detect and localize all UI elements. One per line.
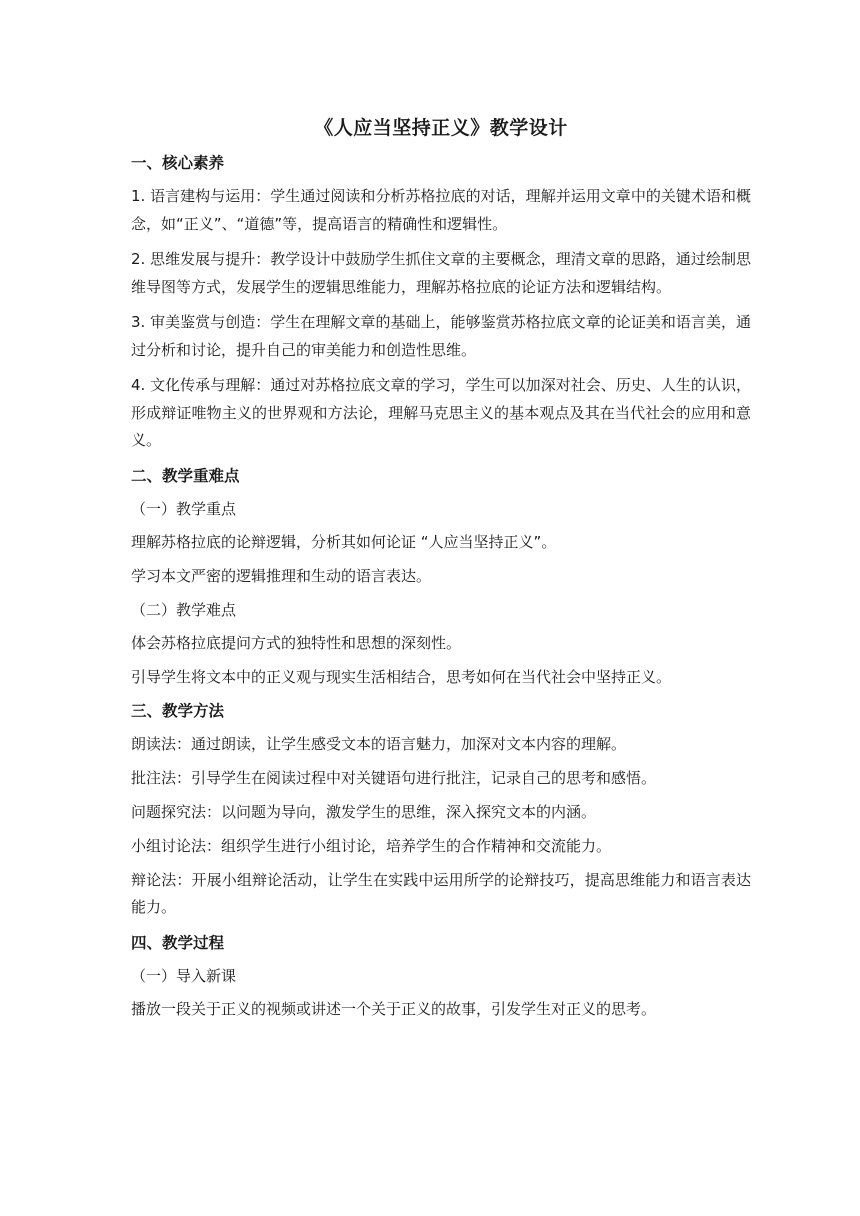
teaching-method-line: 问题探究法：以问题为导向，激发学生的思维，深入探究文本的内涵。: [131, 802, 597, 821]
section-heading-teaching-methods: 三、教学方法: [131, 701, 225, 720]
subheading-introduction: （一）导入新课: [131, 966, 237, 985]
core-literacy-item: 2. 思维发展与提升：教学设计中鼓励学生抓住文章的主要概念，理清文章的思路，通过绘制思维导图等方式，发展学生的逻辑思维能力，理解苏格拉底的论证方法和逻辑结构。: [131, 250, 751, 296]
core-literacy-item: 3. 审美鉴赏与创造：学生在理解文章的基础上，能够鉴赏苏格拉底文章的论证美和语言美，通过分析和讨论，提升自己的审美能力和创造性思维。: [131, 313, 751, 359]
core-literacy-item: 4. 文化传承与理解：通过对苏格拉底文章的学习，学生可以加深对社会、历史、人生的认识，形成辩证唯物主义的世界观和方法论，理解马克思主义的基本观点及其在当代社会的应用和意义。: [131, 376, 751, 449]
difficult-point-line: 体会苏格拉底提问方式的独特性和思想的深刻性。: [131, 633, 462, 652]
key-point-line: 学习本文严密的逻辑推理和生动的语言表达。: [131, 566, 432, 585]
teaching-method-line: 辩论法：开展小组辩论活动，让学生在实践中运用所学的论辩技巧，提高思维能力和语言表达能力。: [131, 870, 751, 916]
subheading-difficult-points: （二）教学难点: [131, 600, 237, 619]
teaching-method-line: 小组讨论法：组织学生进行小组讨论，培养学生的合作精神和交流能力。: [131, 836, 612, 855]
teaching-method-line: 朗读法：通过朗读，让学生感受文本的语言魅力，加深对文本内容的理解。: [131, 734, 627, 753]
key-point-line: 理解苏格拉底的论辩逻辑，分析其如何论证 “人应当坚持正义”。: [131, 532, 557, 551]
section-heading-core-literacy: 一、核心素养: [131, 154, 225, 172]
section-heading-key-difficult-points: 二、教学重难点: [131, 466, 240, 485]
difficult-point-line: 引导学生将文本中的正义观与现实生活相结合，思考如何在当代社会中坚持正义。: [131, 667, 672, 686]
core-literacy-item: 1. 语言建构与运用：学生通过阅读和分析苏格拉底的对话，理解并运用文章中的关键术语和概念，如“正义”、“道德”等，提高语言的精确性和逻辑性。: [131, 187, 751, 233]
subheading-key-points: （一）教学重点: [131, 499, 237, 518]
section-heading-teaching-process: 四、教学过程: [131, 933, 225, 952]
document-title: 《人应当坚持正义》教学设计: [314, 117, 568, 139]
introduction-line: 播放一段关于正义的视频或讲述一个关于正义的故事，引发学生对正义的思考。: [131, 999, 657, 1018]
document-body: [131, 114, 751, 1030]
teaching-method-line: 批注法：引导学生在阅读过程中对关键语句进行批注，记录自己的思考和感悟。: [131, 768, 657, 787]
